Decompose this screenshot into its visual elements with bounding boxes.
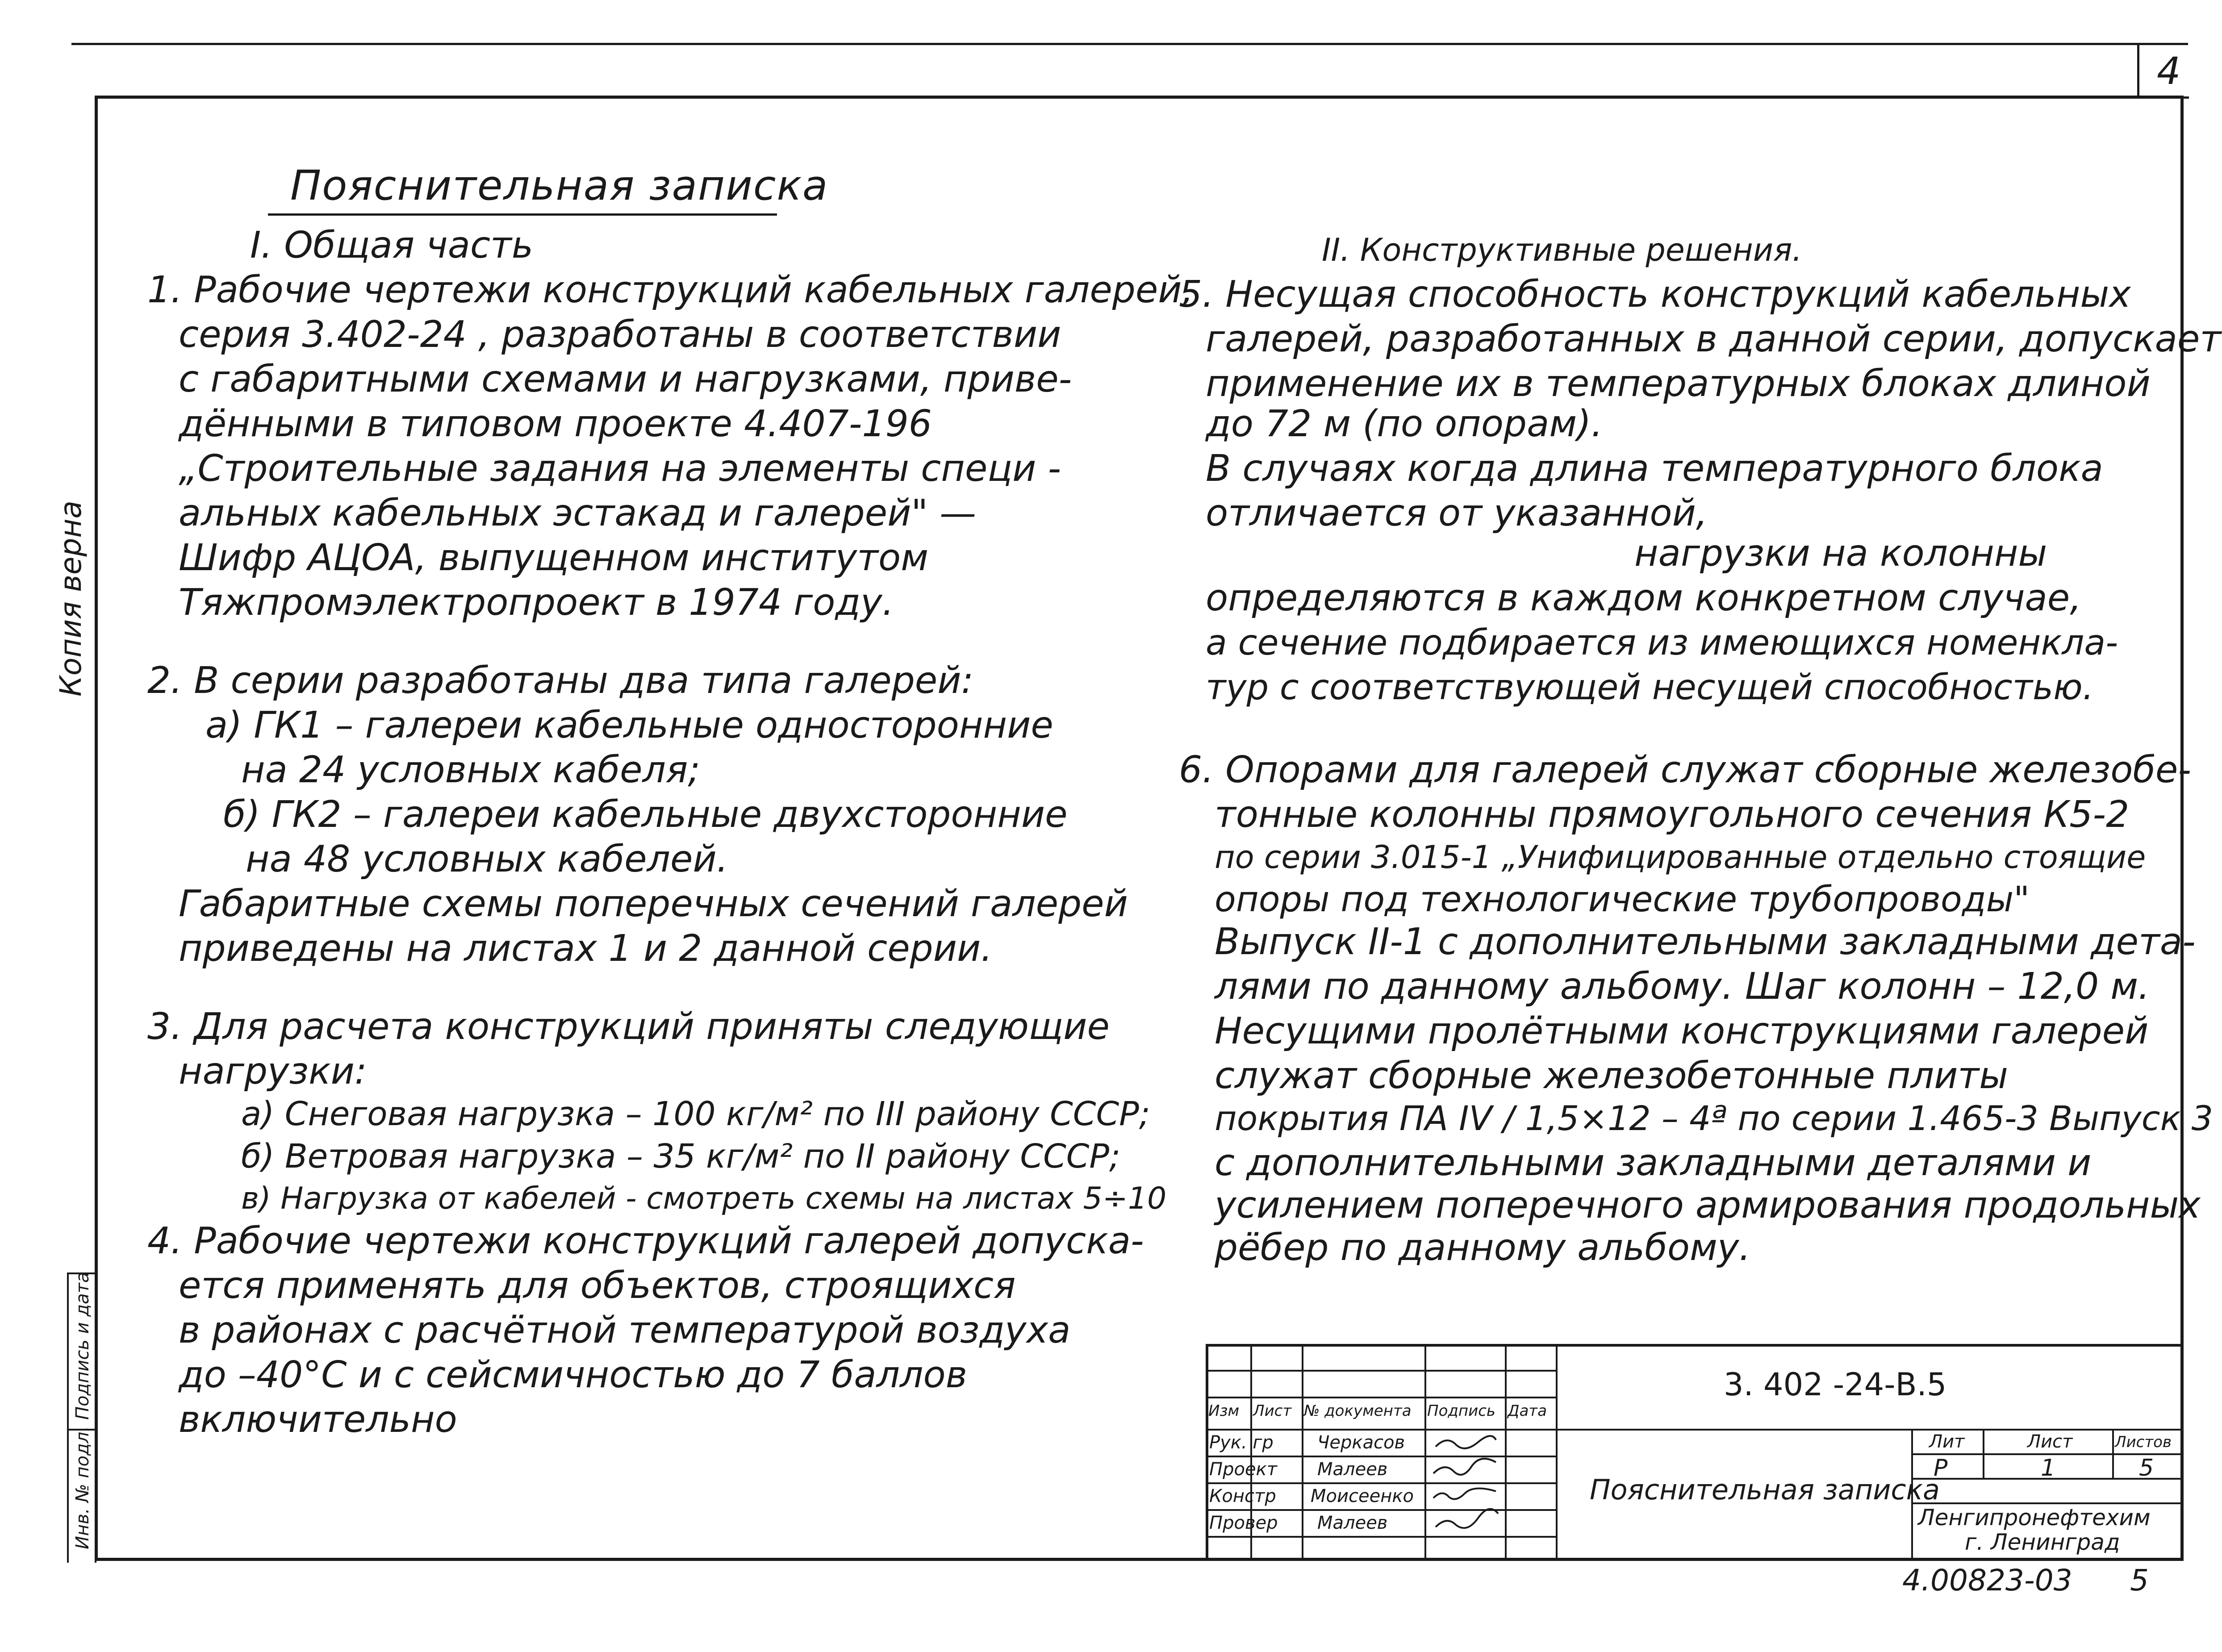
text-line: серия 3.402-24 , разработаны в соответствии	[179, 313, 1061, 356]
text-line: приведены на листах 1 и 2 данной серии.	[179, 927, 993, 970]
text-line: до –40°С и с сейсмичностью до 7 баллов	[179, 1354, 967, 1396]
text-line: Шифр АЦОА, выпущенном институтом	[179, 537, 929, 579]
text-line: б) Ветровая нагрузка – 35 кг/м² по II району СССР;	[241, 1137, 1120, 1176]
stamp-hline	[1206, 1536, 1556, 1538]
inv-number-label: Инв. № подл.	[72, 1426, 93, 1549]
margin-line-a	[67, 1272, 69, 1563]
stamp-hline	[1206, 1370, 1556, 1372]
text-line: покрытия ПА IV / 1,5×12 – 4ª по серии 1.465-3 Выпуск 3	[1215, 1098, 2213, 1138]
text-line: альных кабельных эстакад и галерей" —	[179, 492, 977, 534]
stamp-vline	[1505, 1344, 1507, 1561]
stamp-hline	[1206, 1509, 1556, 1511]
stamp-role: Рук. гр	[1209, 1432, 1274, 1453]
signatures-drawing	[1429, 1431, 1500, 1538]
sheet-label: Лист	[2027, 1431, 2073, 1452]
stamp-header-date: Дата	[1508, 1402, 1547, 1420]
text-line: нагрузки:	[179, 1050, 367, 1093]
text-line: ется применять для объектов, строящихся	[179, 1264, 1016, 1307]
text-line: „Строительные задания на элементы специ -	[179, 447, 1061, 490]
stamp-vline	[1302, 1344, 1303, 1561]
text-line: лями по данному альбому. Шаг колонн – 12,0 м.	[1215, 965, 2150, 1008]
text-line: применение их в температурных блоках длиной	[1206, 363, 2151, 405]
text-line: Выпуск II-1 с дополнительными закладными дета-	[1215, 921, 2196, 963]
stamp-vline	[1424, 1344, 1426, 1561]
text-line: с дополнительными закладными деталями и	[1215, 1142, 2092, 1184]
page-title: Пояснительная записка	[290, 162, 829, 209]
text-line: дёнными в типовом проекте 4.407-196	[179, 403, 932, 445]
text-line: опоры под технологические трубопроводы"	[1215, 880, 2030, 920]
section-heading-design: II. Конструктивные решения.	[1322, 232, 1802, 268]
text-line: 1. Рабочие чертежи конструкций кабельных галерей,	[147, 269, 1194, 311]
stage-value: Р	[1934, 1455, 1948, 1481]
stamp-role: Проект	[1209, 1459, 1278, 1480]
text-line: с габаритными схемами и нагрузками, приве-	[179, 358, 1072, 400]
stamp-role: Провер	[1209, 1513, 1278, 1533]
page-number: 4	[2157, 49, 2181, 93]
text-line: 5. Несущая способность конструкций кабельных	[1179, 273, 2131, 316]
stamp-name: Черкасов	[1317, 1432, 1405, 1453]
margin-line-b	[95, 1272, 96, 1563]
text-line: 3. Для расчета конструкций приняты следующие	[147, 1005, 1110, 1048]
stamp-role: Констр	[1209, 1486, 1276, 1506]
text-line: а) ГК1 – галереи кабельные односторонние	[205, 704, 1053, 747]
text-line: до 72 м (по опорам).	[1206, 403, 1603, 445]
text-line: усилением поперечного армирования продольных	[1215, 1184, 2201, 1226]
stamp-header-doc: № документа	[1304, 1402, 1412, 1420]
text-line: 6. Опорами для галерей служат сборные железобе-	[1179, 749, 2191, 791]
footer-page: 5	[2130, 1563, 2149, 1598]
text-line: Тяжпромэлектропроект в 1974 году.	[179, 581, 894, 624]
copy-verified-label: Копия верна	[54, 501, 88, 697]
text-line: служат сборные железобетонные плиты	[1215, 1055, 2008, 1097]
text-line: отличается от указанной,	[1206, 492, 1708, 534]
text-line: а сечение подбирается из имеющихся номенкла-	[1206, 623, 2118, 663]
stamp-name: Малеев	[1317, 1513, 1388, 1533]
organization-name: Ленгипронефтехим	[1918, 1505, 2151, 1531]
text-line: по серии 3.015-1 „Унифицированные отдельно стоящие	[1215, 839, 2146, 876]
sheets-value: 5	[2139, 1455, 2154, 1481]
sheets-label: Листов	[2115, 1433, 2172, 1451]
text-line: тур с соответствующей несущей способностью.	[1206, 667, 2094, 708]
stamp-vline	[1556, 1344, 1558, 1561]
stamp-hline	[1206, 1397, 1556, 1398]
text-line: б) ГК2 – галереи кабельные двухсторонние	[223, 793, 1068, 836]
stamp-header-izm: Изм	[1208, 1402, 1240, 1420]
top-border-line	[71, 43, 2188, 45]
text-line: галерей, разработанных в данной серии, допускает	[1206, 318, 2222, 360]
text-line: Габаритные схемы поперечных сечений галерей	[179, 883, 1128, 925]
text-line: включительно	[179, 1398, 457, 1441]
stamp-vline	[2112, 1429, 2114, 1478]
stamp-name: Малеев	[1317, 1459, 1388, 1480]
stamp-hline	[1206, 1429, 2184, 1431]
text-line: а) Снеговая нагрузка – 100 кг/м² по III району СССР;	[241, 1095, 1150, 1133]
text-line: 4. Рабочие чертежи конструкций галерей допуска-	[147, 1220, 1144, 1262]
text-line: на 48 условных кабелей.	[246, 838, 728, 880]
stamp-hline	[1911, 1502, 2184, 1504]
text-line: рёбер по данному альбому.	[1215, 1226, 1751, 1269]
stamp-vline	[1983, 1429, 1984, 1478]
stamp-hline	[1206, 1482, 1556, 1484]
stamp-hline	[1206, 1456, 1556, 1457]
text-line: 2. В серии разработаны два типа галерей:	[147, 659, 974, 702]
drawing-designation: 3. 402 -24-В.5	[1724, 1366, 1947, 1403]
stamp-name: Моисеенко	[1311, 1486, 1414, 1506]
text-line: Несущими пролётными конструкциями галерей	[1215, 1010, 2149, 1052]
section-heading-general: I. Общая часть	[250, 224, 534, 267]
text-line: тонные колонны прямоугольного сечения К5-2	[1215, 793, 2130, 836]
sign-date-label: Подпись и дата	[72, 1272, 93, 1420]
text-line: в районах с расчётной температурой воздуха	[179, 1309, 1071, 1352]
organization-city: г. Ленинград	[1965, 1529, 2120, 1555]
stamp-header-sign: Подпись	[1427, 1402, 1495, 1420]
text-line: на 24 условных кабеля;	[241, 749, 700, 791]
footer-code: 4.00823-03	[1902, 1563, 2072, 1598]
sheet-value: 1	[2041, 1455, 2056, 1481]
stage-label: Лит	[1929, 1431, 1965, 1452]
stamp-header-list: Лист	[1253, 1402, 1292, 1420]
title-underline	[268, 213, 777, 216]
text-line: В случаях когда длина температурного блока	[1206, 447, 2103, 490]
text-line: определяются в каждом конкретном случае,	[1206, 577, 2082, 619]
text-line: в) Нагрузка от кабелей - смотреть схемы на листах 5÷10	[241, 1181, 1167, 1216]
text-line: нагрузки на колонны	[1634, 532, 2047, 575]
document-title: Пояснительная записка	[1590, 1473, 1940, 1506]
